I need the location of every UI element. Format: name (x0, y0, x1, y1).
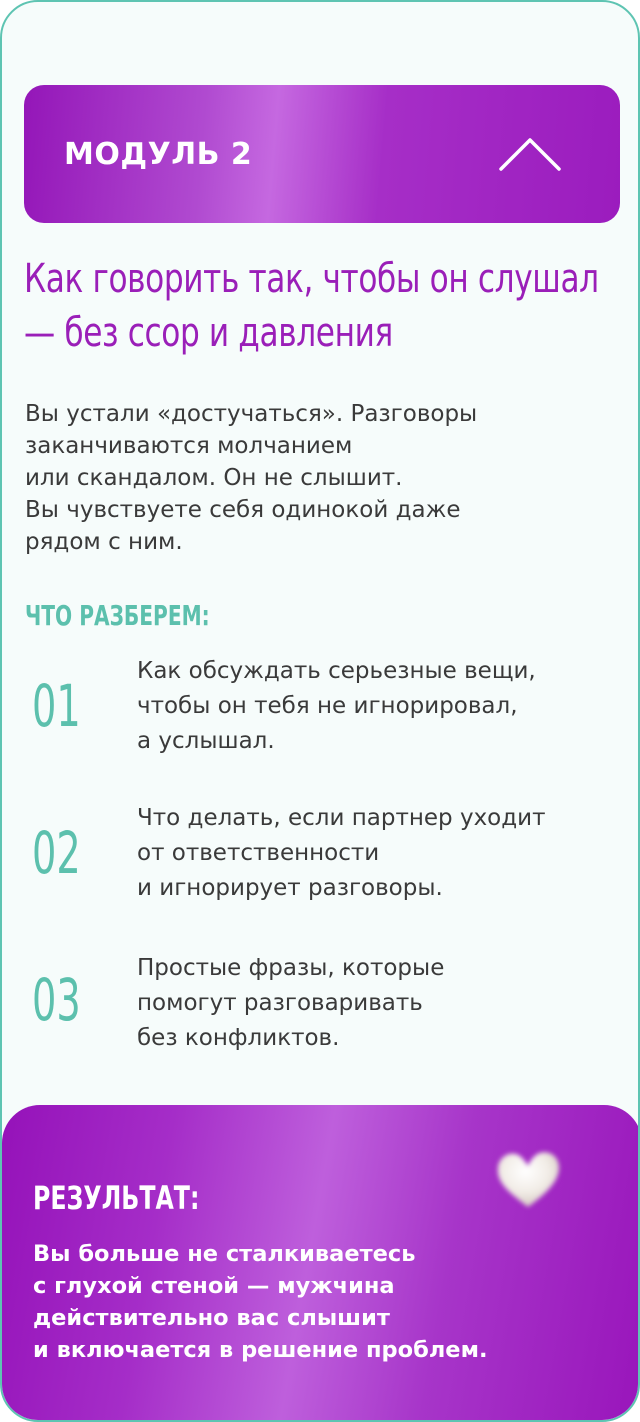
module-title: Как говорить так, чтобы он слушал — без ссор и давления (24, 256, 599, 356)
module-label: МОДУЛЬ 2 (64, 136, 253, 172)
point-number: 02 (32, 819, 81, 887)
result-text: Вы больше не сталкиваетесь с глухой стеной — мужчина действительно вас слышит и включается в решение проблем. (33, 1241, 488, 1363)
point-text: Что делать, если партнер уходит от ответственности и игнорирует разговоры. (137, 805, 546, 901)
point-text: Простые фразы, которые помогут разговаривать без конфликтов. (137, 955, 445, 1051)
module-header-toggle[interactable] (24, 85, 620, 223)
point-number: 03 (32, 966, 81, 1034)
result-block (2, 1105, 640, 1422)
point-number: 01 (32, 672, 81, 740)
heart-icon (490, 1141, 566, 1217)
intro-text: Вы устали «достучаться». Разговоры заканчиваются молчанием или скандалом. Он не слышит. Вы чувствуете себя одинокой даже рядом с ним. (25, 401, 478, 555)
result-title: РЕЗУЛЬТАТ: (33, 1179, 200, 1217)
section-heading: ЧТО РАЗБЕРЕМ: (25, 599, 210, 632)
chevron-up-icon[interactable] (498, 136, 562, 172)
point-text: Как обсуждать серьезные вещи, чтобы он тебя не игнорировал, а услышал. (137, 658, 536, 754)
